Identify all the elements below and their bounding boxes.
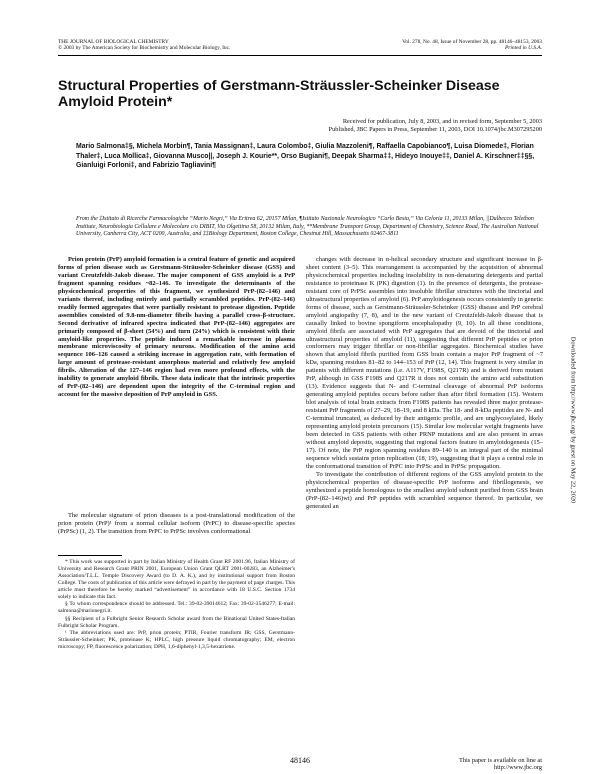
received-line: Received for publication, July 8, 2003, and in revised form, September 5, 2003	[342, 118, 542, 125]
footnote-fulbright: §§ Recipient of a Fulbright Senior Research Scholar award from the Binational United States-Italian Fulbright Scholar Program.	[58, 615, 295, 629]
printed-line: Printed in U.S.A.	[505, 45, 542, 52]
footnote-rule	[58, 555, 122, 556]
published-line: Published, JBC Papers in Press, September 11, 2003, DOI 10.1074/jbc.M307295200	[328, 125, 542, 133]
body-paragraph-1: changes with decrease in α-helical secondary structure and significant increase in β-sheet content (3–5). This rearrangement is accompanied by the acquisition of abnormal physicochemical properties including insolubility in non-denaturing detergents and partial resistance to proteinase K (PK) digestion (1). In the presence of detergents, the protease-resistant core of PrPSc assembles into insoluble fibrillar structures with the tinctorial and ultrastructural properties of amyloid (6). PrP amyloidogenesis occurs consistently in genetic forms of disease, such as Gerstmann-Sträussler-Scheinker (GSS) disease and PrP cerebral amyloid angiopathy (7, 8), and in the new variant of Creutzfeldt-Jakob disease that is causally linked to bovine spongiform encephalopathy (9, 10). In all these conditions, amyloid fibrils are associated with PrP aggregates that are devoid of the tinctorial and ultrastructural properties of amyloid (11), suggesting that different PrP peptides or prion conformers may trigger fibrillar or non-fibrillar aggregates. Biochemical studies have shown that amyloid fibrils purified from GSS brain contain a major PrP fragment of ~7 kDa, spanning residues 81–82 to 144–153 of PrP (12, 14). This fragment is very similar in patients with different mutations (i.e. A117V, F198S, Q217R) and is derived from mutant PrP, although in GSS F198S and Q217R it does not contain the amino acid substitution (13). Evidence suggests that N- and C-terminal cleavage of abnormal PrP isoforms generating amyloid peptides occurs before rather than after fibril formation (15). Western blot analysis of total brain extracts from F198S patients has revealed three major protease-resistant PrP fragments of 27–29, 18–19, and 8 kDa. The 18- and 8-kDa peptides are N- and C-terminal truncated, as deduced by their antigenic profile, and are unglycosylated, likely representing amyloid protein precursors (15). Similar low molecular weight fragments have been detected in GSS patients with other PRNP mutations and are also present in areas without amyloid deposits, suggesting that regional factors feature in amyloidogenesis (15–17). Of note, the PrP region spanning residues 89–140 is an integral part of the minimal sequence which sustains prion replication (18, 19), suggesting that it plays a central role in the conformational transition of PrPC into PrPSc and in PrPSc propagation.	[306, 256, 543, 470]
page-number: 48146	[290, 756, 310, 765]
journal-header	[58, 39, 358, 52]
affiliations: From the ‡Istituto di Ricerche Farmacologiche “Mario Negri,” Via Eritrea 62, 20157 Milan, ¶Istituto Nazionale Neurologico “Carlo Besta,” Via Celoria 11, 20133 Milan, ||Dulbecco Telethon Institute, Neurobiologia Cellulare e Molecolare c/o DIBIT, Via Olgettina 58, 20132 Milan, Italy, **Membrane Transport Group, Department of Chemistry, Science Road, The Australian National University, Canberra City, ACT 0200, Australia, and ‡‡Biology Department, Boston College, Chestnut Hill, Massachusetts 02467-3811	[76, 216, 539, 238]
right-column	[306, 256, 543, 511]
copyright-line: © 2003 by The American Society for Biochemistry and Molecular Biology, Inc.	[58, 45, 231, 52]
footnote-correspondence: § To whom correspondence should be addressed. Tel.: 39-02-39014612; Fax: 39-02-3546277; E-mail: salmona@marionegri.it.	[58, 601, 295, 615]
footnote-funding: * This work was supported in part by Italian Ministry of Health Grant RF 2001.96, Italian Ministry of University and Research Grant PRIN 2001, European Union Grant QLRT 2001-00283, an Alzheimer's Association/T.L.L. Temple Discovery Award (to D. A. K.), and by institutional support from Boston College. The costs of publication of this article were defrayed in part by the payment of page charges. This article must therefore be hereby marked “advertisement” in accordance with 18 U.S.C. Section 1734 solely to indicate this fact.	[58, 559, 295, 600]
volume-line: Vol. 278, No. 48, Issue of November 28, pp. 48146–48153, 2003	[402, 39, 542, 45]
availability-note: This paper is available on line at http://www.jbc.org	[458, 757, 542, 771]
download-stamp[interactable]: Downloaded from http://www.jbc.org/ by guest on May 22, 2020	[569, 336, 577, 504]
header-rule	[58, 55, 542, 56]
abstract-text: Prion protein (PrP) amyloid formation is a central feature of genetic and acquired forms of prion disease such as Gerstmann-Sträussler-Scheinker disease (GSS) and variant Creutzfeldt-Jakob disease. The major component of GSS amyloid is a PrP fragment spanning residues ~82–146. To investigate the determinants of the physicochemical properties of this fragment, we synthesized PrP-(82–146) and variants thereof, including entirely and partially scrambled peptides. PrP-(82–146) readily formed aggregates that were partially resistant to protease digestion. Peptide assemblies consisted of 9.8-nm-diameter fibrils having a parallel cross-β-structure. Second derivative of infrared spectra indicated that PrP-(82–146) aggregates are primarily composed of β-sheet (54%) and turn (24%) which is consistent with their amyloid-like properties. The peptide induced a remarkable increase in plasma membrane microviscosity of primary neurons. Modification of the amino acid sequence 106–126 caused a striking increase in aggregation rate, with formation of large amount of protease-resistant amorphous material and relatively few amyloid fibrils. Alteration of the 127–146 region had even more profound effects, with the inability to generate amyloid fibrils. These data indicate that the intrinsic properties of PrP-(82–146) are dependent upon the integrity of the C-terminal region and account for the massive deposition of PrP amyloid in GSS.	[58, 256, 295, 399]
journal-name: THE JOURNAL OF BIOLOGICAL CHEMISTRY	[58, 39, 169, 45]
author-list: Mario Salmona‡§, Michela Morbin¶, Tania Massignan‡, Laura Colombo‡, Giulia Mazzoleni¶, Raffaella Capobianco¶, Luisa Diomede‡, Florian Thaler‡, Luca Mollica‡, Giovanna Musco||, Joseph J. Kourie**, Orso Bugiani¶, Deepak Sharma‡‡, Hideyo Inouye‡‡, Daniel A. Kirschner‡‡§§, Gianluigi Forloni‡, and Fabrizio Tagliavini¶	[76, 143, 535, 170]
footnote-abbreviations: ¹ The abbreviations used are: PrP, prion protein; PTIR, Fourier transform IR; GSS, Gerstmann-Sträussler-Scheinker; PK, proteinase K; HPLC, high pressure liquid chromatography; EM, electron microscopy; FP, fluorescence polarization; DPH, 1,6-diphenyl-1,3,5-hexatriene.	[58, 630, 295, 651]
publication-dates	[200, 118, 542, 134]
abstract	[58, 256, 295, 399]
body-paragraph-2: To investigate the contribution of different regions of the GSS amyloid protein to the physicochemical properties of disease-specific PrP isoforms and fibrillogenesis, we synthesized a peptide homologous to the smallest amyloid subunit purified from GSS brain (PrP-(82–146)wt) and PrP peptides with scrambled sequence thereof. In particular, we generated an	[306, 470, 543, 510]
article-title: Structural Properties of Gerstmann-Sträussler-Scheinker Disease Amyloid Protein*	[58, 78, 500, 110]
footnotes	[58, 559, 295, 652]
intro-paragraph: The molecular signature of prion diseases is a post-translational modification of the prion protein (PrP)¹ from a normal cellular isoform (PrPC) to disease-specific species (PrPSc) (1, 2). The transition from PrPC to PrPSc involves conformational	[58, 512, 295, 535]
introduction	[58, 512, 295, 536]
issue-info	[380, 39, 542, 52]
